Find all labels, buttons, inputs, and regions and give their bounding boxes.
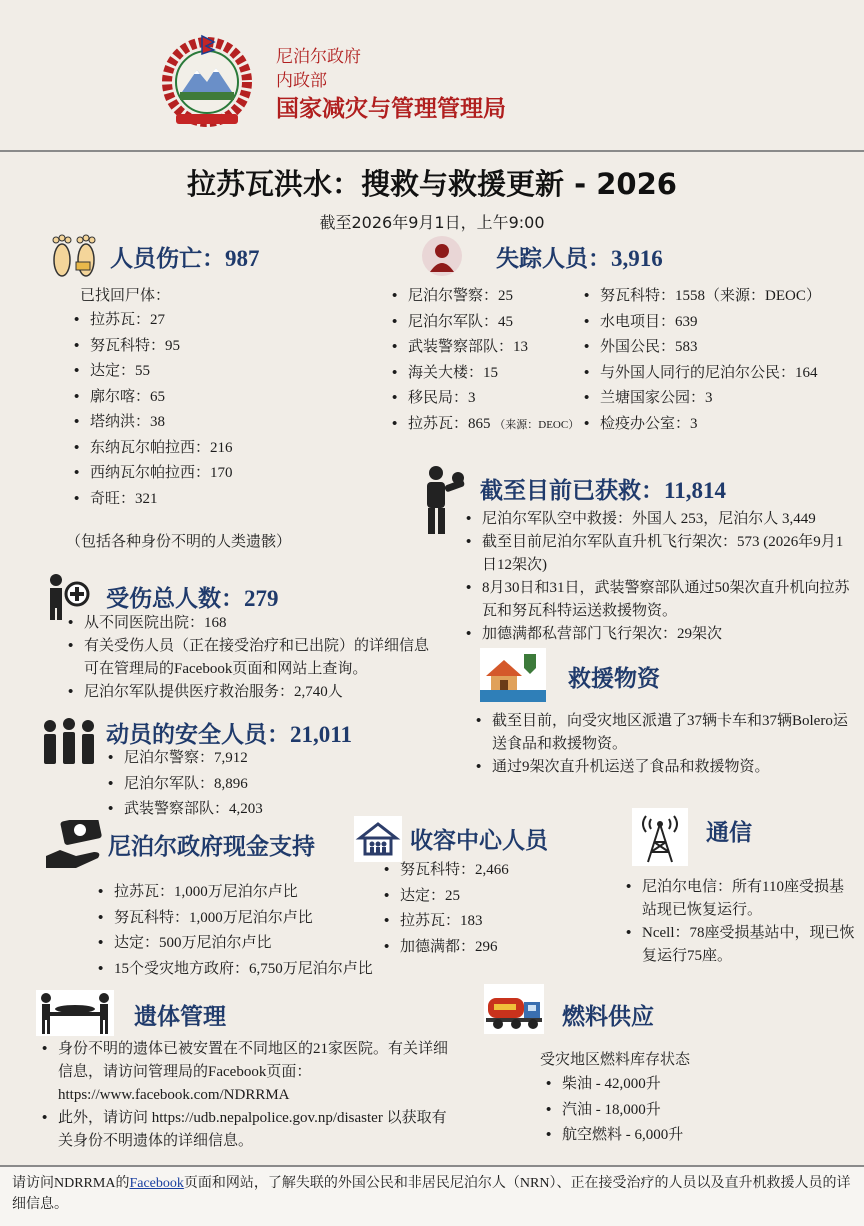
list-item: • 努瓦科特：1558（来源：DEOC） [582,284,821,310]
page-title: 拉苏瓦洪水：搜救与救援更新 - 2026 [187,167,677,201]
list-item: • 尼泊尔军队：45 [390,310,579,336]
list-item: • 尼泊尔警察：7,912 [106,746,263,772]
list-item: • 廓尔喀：65 [72,385,233,411]
shelter-heading: 收容中心人员 [410,828,548,854]
rescued-label: 截至目前已获救： [480,478,664,504]
list-item: • 加德满都：296 [382,935,509,961]
fuel-list [544,1072,683,1149]
injured-value: 279 [244,586,279,611]
shelter-list [382,858,509,960]
header-government: 尼泊尔政府 [276,47,361,67]
header-authority: 国家减灾与管理管理局 [276,96,506,122]
flood-house-icon [480,648,546,702]
list-item: • 身份不明的遗体已被安置在不同地区的21家医院。有关详细信息，请访问管理局的Facebook页面：https://www.facebook.com/NDRRMA [40,1038,460,1107]
casualties-intro: 已找回尸体： [80,286,171,304]
list-item: • 尼泊尔电信：所有110座受损基站现已恢复运行。 [624,876,856,922]
casualties-value: 987 [225,246,260,271]
shelter-house-icon [354,816,402,862]
list-item: • 移民局：3 [390,386,579,412]
list-item: • 尼泊尔警察：25 [390,284,579,310]
missing-value: 3,916 [611,246,663,271]
rescued-list [464,508,858,646]
casualties-note: （包括各种身份不明的人类遗骸） [66,532,292,550]
footer-text-before: 请访问NDRRMA的 [12,1176,130,1191]
casualties-list [72,308,233,512]
emblem-logo [152,30,262,130]
footprints-icon [46,232,102,280]
list-item: • 奇旺：321 [72,487,233,513]
footer-text-after: 页面和网站，了解失联的外国公民和非居民尼泊尔人（NRN）、正在接受治疗的人员以及直升机救援人员的详细信息。 [12,1176,851,1212]
list-item: • 尼泊尔军队提供医疗救治服务：2,740人 [66,681,438,704]
rescued-heading [480,472,726,505]
security-label: 动员的安全人员： [106,722,290,748]
list-item: • 检疫办公室：3 [582,412,821,438]
list-item: • 外国公民：583 [582,335,821,361]
list-item: • 15个受灾地方政府：6,750万尼泊尔卢比 [96,957,373,983]
missing-label: 失踪人员： [496,246,611,272]
footer-text [12,1173,852,1215]
cash-heading: 尼泊尔政府现金支持 [108,834,315,860]
fuel-heading: 燃料供应 [562,1004,654,1030]
list-item: • 海关大楼：15 [390,361,579,387]
list-item: • 达定：500万尼泊尔卢比 [96,931,373,957]
list-item: • Ncell：78座受损基站中，现已恢复运行75座。 [624,922,856,968]
cell-tower-icon [632,808,688,866]
rescued-value: 11,814 [664,478,726,503]
stretcher-icon [36,990,114,1036]
header-divider [0,150,864,152]
list-item: • 截至目前尼泊尔军队直升机飞行架次：573 (2026年9月1日12架次) [464,531,858,577]
list-item: • 航空燃料 - 6,000升 [544,1123,683,1149]
missing-list-right [582,284,821,437]
list-item: • 东纳瓦尔帕拉西：216 [72,436,233,462]
list-item: • 水电项目：639 [582,310,821,336]
list-item: • 从不同医院出院：168 [66,612,438,635]
list-item: • 截至目前，向受灾地区派遣了37辆卡车和37辆Bolero运送食品和救援物资。 [474,710,858,756]
missing-heading [496,240,663,273]
relief-list [474,710,858,779]
list-item: • 努瓦科特：95 [72,334,233,360]
crowd-icon [40,716,98,768]
injured-label: 受伤总人数： [106,586,244,612]
source-note: （来源：DEOC） [494,418,580,431]
casualties-heading [110,240,260,273]
header-ministry: 内政部 [276,71,327,91]
list-item: • 此外，请访问 https://udb.nepalpolice.gov.np/disaster 以获取有关身份不明遗体的详细信息。 [40,1107,460,1153]
list-item: • 达定：55 [72,359,233,385]
list-item: • 尼泊尔军队空中救援：外国人 253，尼泊尔人 3,449 [464,508,858,531]
fuel-truck-icon [484,984,544,1034]
list-item-text: 拉苏瓦：865 [408,415,491,432]
list-item: • 武装警察部队：4,203 [106,797,263,823]
list-item: • 西纳瓦尔帕拉西：170 [72,461,233,487]
list-item: • 通过9架次直升机运送了食品和救援物资。 [474,756,858,779]
list-item: • 塔纳洪：38 [72,410,233,436]
cash-hand-icon [46,820,104,876]
missing-person-icon [422,236,462,278]
cash-list [96,880,373,982]
list-item: • 加德满都私营部门飞行架次：29架次 [464,623,858,646]
list-item: • 尼泊尔军队：8,896 [106,772,263,798]
footer-bar [0,1165,864,1226]
bodies-heading: 遗体管理 [134,1004,226,1030]
injured-heading [106,580,279,613]
list-item [390,412,579,439]
facebook-link[interactable]: Facebook [129,1176,184,1191]
comms-list [624,876,856,968]
casualties-label: 人员伤亡： [110,246,225,272]
list-item: • 努瓦科特：1,000万尼泊尔卢比 [96,906,373,932]
list-item: • 拉苏瓦：27 [72,308,233,334]
comms-heading: 通信 [706,820,752,846]
page-subtitle: 截至2026年9月1日，上午9:00 [319,213,545,232]
security-value: 21,011 [290,722,352,747]
list-item: • 柴油 - 42,000升 [544,1072,683,1098]
list-item: • 8月30日和31日，武装警察部队通过50架次直升机向拉苏瓦和努瓦科特运送救援物资。 [464,577,858,623]
fuel-intro: 受灾地区燃料库存状态 [540,1050,691,1068]
relief-heading: 救援物资 [568,666,660,692]
security-heading [106,716,352,749]
bodies-list [40,1038,460,1153]
list-item: • 拉苏瓦：1,000万尼泊尔卢比 [96,880,373,906]
list-item: • 有关受伤人员（正在接受治疗和已出院）的详细信息可在管理局的Facebook页面和网站上查询。 [66,635,438,681]
list-item: • 努瓦科特：2,466 [382,858,509,884]
injured-list [66,612,438,704]
security-list [106,746,263,823]
list-item: • 达定：25 [382,884,509,910]
list-item: • 兰塘国家公园：3 [582,386,821,412]
list-item: • 武装警察部队：13 [390,335,579,361]
list-item: • 拉苏瓦：183 [382,909,509,935]
rescuer-icon [414,464,466,536]
list-item: • 与外国人同行的尼泊尔公民：164 [582,361,821,387]
list-item: • 汽油 - 18,000升 [544,1098,683,1124]
missing-list-left [390,284,579,438]
